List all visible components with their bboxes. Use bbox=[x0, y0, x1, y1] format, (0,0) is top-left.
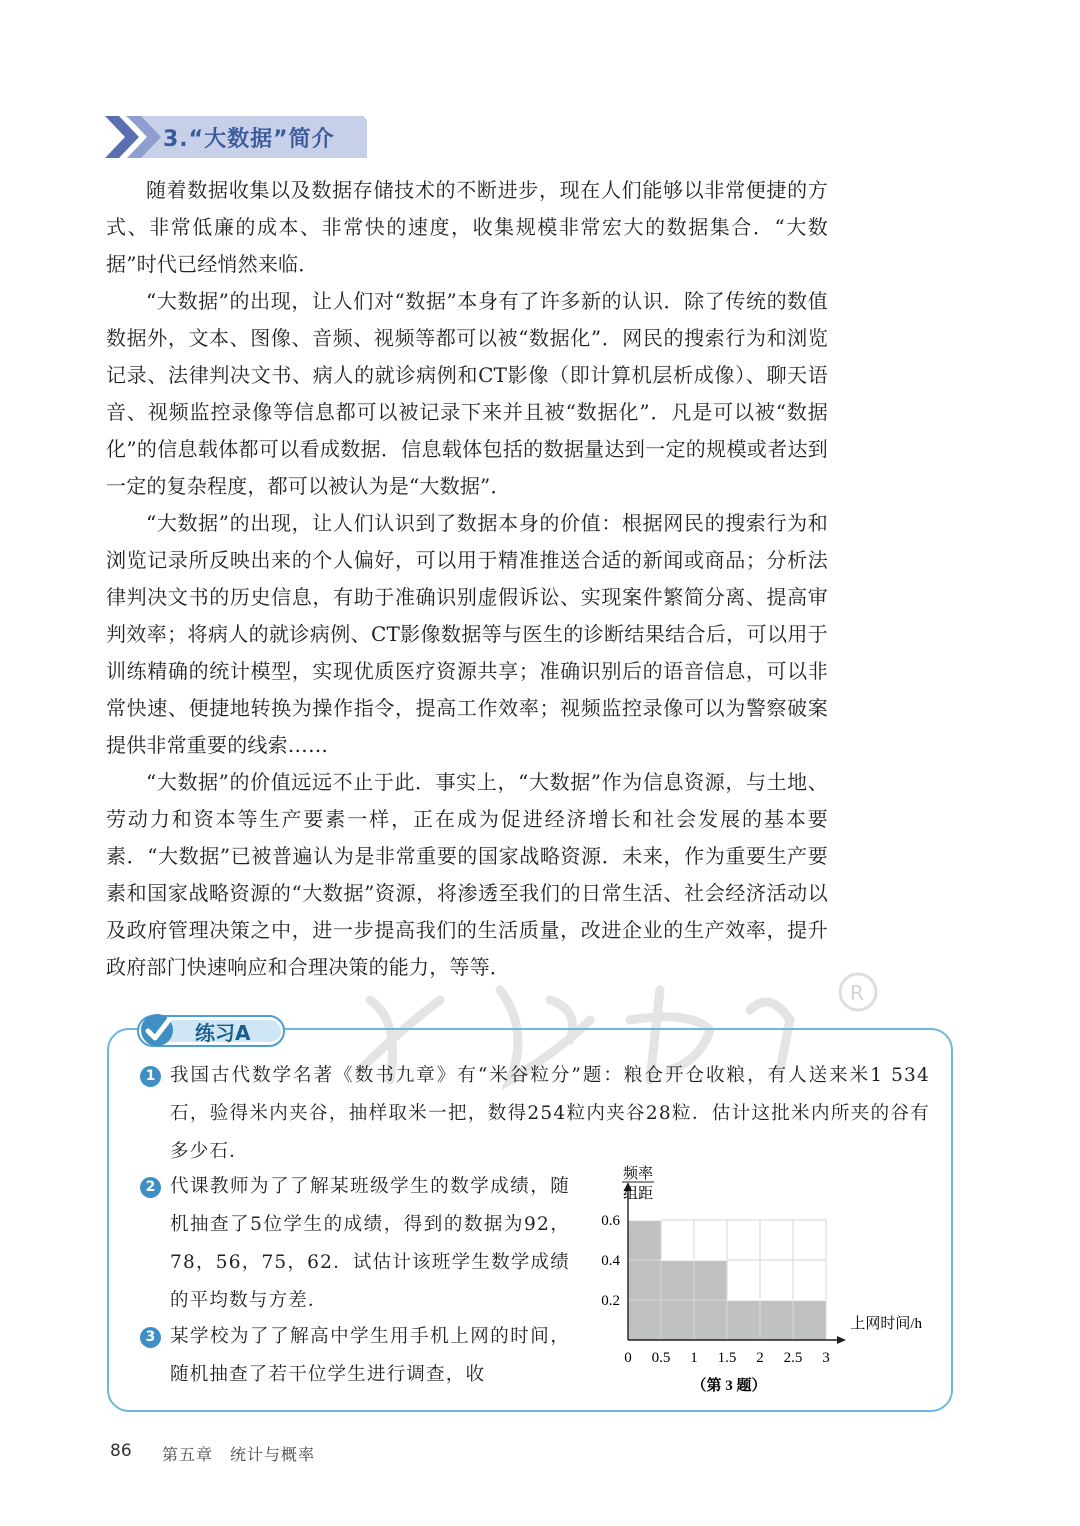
question-1 bbox=[140, 1057, 930, 1173]
paragraph: “大数据”的价值远远不止于此．事实上，“大数据”作为信息资源，与土地、劳动力和资本等生产要素一样，正在成为促进经济增长和社会发展的基本要素．“大数据”已被普遍认为是非常重要的国家战略资源．未来，作为重要生产要素和国家战略资源的“大数据”资源，将渗透至我们的日常生活、社会经济活动以及政府管理决策之中，进一步提高我们的生活质量，改进企业的生产效率，提升政府部门快速响应和合理决策的能力，等等． bbox=[106, 770, 828, 979]
x-axis-arrow-icon bbox=[837, 1336, 846, 1344]
question-number: 3 bbox=[140, 1327, 161, 1348]
question-3 bbox=[140, 1318, 580, 1398]
body-text bbox=[106, 172, 828, 986]
y-label-bottom: 组距 bbox=[622, 1186, 654, 1202]
y-tick-label: 0.4 bbox=[601, 1253, 620, 1269]
question-number: 1 bbox=[140, 1066, 161, 1087]
section-banner bbox=[105, 116, 367, 158]
page-number: 86 bbox=[110, 1441, 132, 1461]
y-label-top: 频率 bbox=[622, 1166, 654, 1182]
paragraph: “大数据”的出现，让人们认识到了数据本身的价值：根据网民的搜索行为和浏览记录所反映出来的个人偏好，可以用于精准推送合适的新闻或商品；分析法律判决文书的历史信息，有助于准确识别虚假诉讼、实现案件繁简分离、提高审判效率；将病人的就诊病例、CT影像数据等与医生的诊断结果结合后，可以用于训练精确的统计模型，实现优质医疗资源共享；准确识别后的语音信息，可以非常快速、便捷地转换为操作指令，提高工作效率；视频监控录像可以为警察破案提供非常重要的线索…… bbox=[106, 511, 828, 757]
question-text: 我国古代数学名著《数书九章》有“米谷粒分”题：粮仓开仓收粮，有人送来米1 534石，验得米内夹谷，抽样取米一把，数得254粒内夹谷28粒．估计这批米内所夹的谷有多少石． bbox=[170, 1065, 930, 1162]
exercise-tab bbox=[137, 1010, 287, 1050]
x-tick-label: 0 bbox=[624, 1350, 632, 1366]
question-2 bbox=[140, 1168, 580, 1328]
x-tick-label: 1.5 bbox=[717, 1350, 737, 1366]
histogram-bar bbox=[760, 1300, 793, 1340]
histogram-chart bbox=[590, 1160, 940, 1405]
x-tick-label: 3 bbox=[822, 1350, 830, 1366]
x-tick-label: 2 bbox=[756, 1350, 764, 1366]
histogram-bar bbox=[727, 1300, 760, 1340]
x-tick-label: 0.5 bbox=[651, 1350, 671, 1366]
x-tick-label: 1 bbox=[690, 1350, 698, 1366]
histogram-bar bbox=[628, 1220, 661, 1340]
svg-text:R: R bbox=[850, 981, 864, 1005]
y-tick-label: 0.6 bbox=[601, 1213, 620, 1229]
x-tick-label: 2.5 bbox=[783, 1350, 803, 1366]
paragraph: 随着数据收集以及数据存储技术的不断进步，现在人们能够以非常便捷的方式、非常低廉的成本、非常快的速度，收集规模非常宏大的数据集合．“大数据”时代已经悄然来临． bbox=[106, 178, 828, 276]
histogram-svg bbox=[590, 1160, 940, 1405]
question-number: 2 bbox=[140, 1177, 161, 1198]
chapter-label: 第五章 统计与概率 bbox=[162, 1445, 316, 1464]
chart-caption: （第 3 题） bbox=[691, 1378, 767, 1394]
y-tick-label: 0.2 bbox=[601, 1293, 620, 1309]
exercise-title: 练习A bbox=[195, 1021, 251, 1045]
x-axis-label: 上网时间/h bbox=[850, 1316, 922, 1332]
question-text: 某学校为了了解高中学生用手机上网的时间，随机抽查了若干位学生进行调查，收 bbox=[170, 1326, 570, 1385]
question-text: 代课教师为了了解某班级学生的数学成绩，随机抽查了5位学生的成绩，得到的数据为92，78，56，75，62．试估计该班学生数学成绩的平均数与方差． bbox=[170, 1176, 570, 1311]
section-title: 3.“大数据”简介 bbox=[163, 127, 335, 152]
histogram-bar bbox=[793, 1300, 826, 1340]
paragraph: “大数据”的出现，让人们对“数据”本身有了许多新的认识．除了传统的数值数据外，文本、图像、音频、视频等都可以被“数据化”．网民的搜索行为和浏览记录、法律判决文书、病人的就诊病例和CT影像（即计算机层析成像）、聊天语音、视频监控录像等信息都可以被记录下来并且被“数据化”．凡是可以被“数据化”的信息载体都可以看成数据．信息载体包括的数据量达到一定的规模或者达到一定的复杂程度，都可以被认为是“大数据”． bbox=[106, 289, 828, 498]
